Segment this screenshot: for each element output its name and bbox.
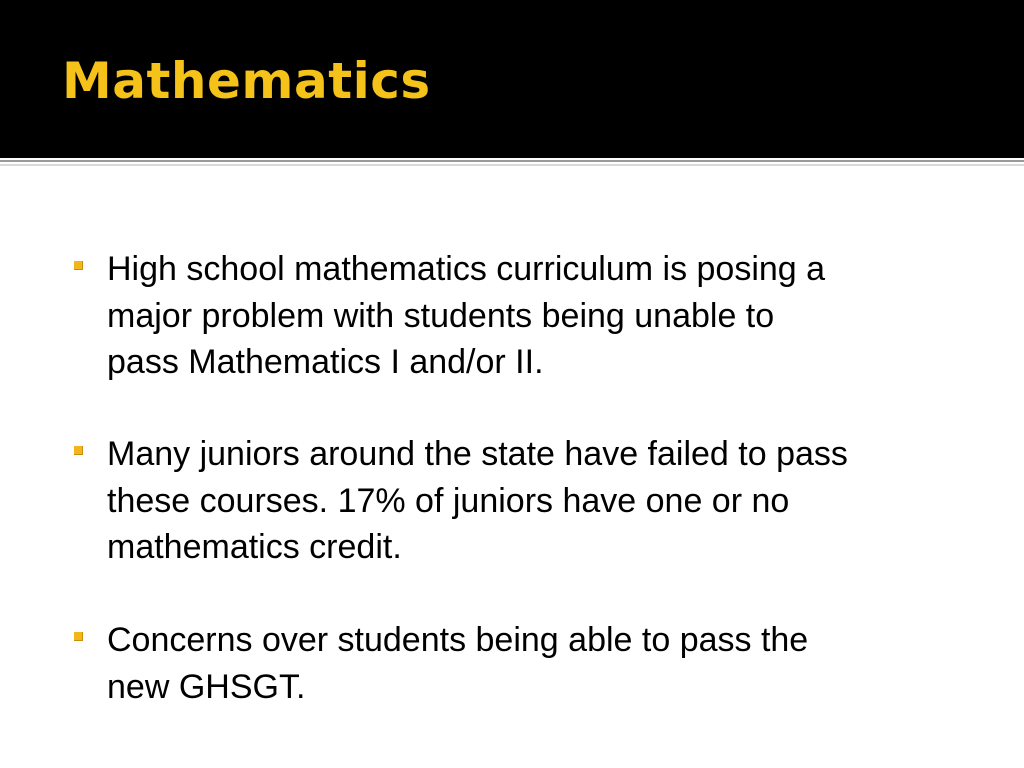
- title-band: [0, 0, 1024, 158]
- slide-title: Mathematics: [62, 52, 431, 110]
- square-bullet-icon: [74, 632, 83, 641]
- square-bullet-icon: [74, 446, 83, 455]
- square-bullet-icon: [74, 261, 83, 270]
- bullet-text: Concerns over students being able to pass the new GHSGT.: [107, 621, 809, 706]
- title-divider-dark: [0, 160, 1024, 162]
- title-divider-light: [0, 164, 1024, 166]
- bullet-text: High school mathematics curriculum is posing a major problem with students being unable to pass Mathematics I and/or II.: [107, 250, 826, 381]
- bullet-text: Many juniors around the state have failed to pass these courses. 17% of juniors have one or no mathematics credit.: [107, 435, 848, 566]
